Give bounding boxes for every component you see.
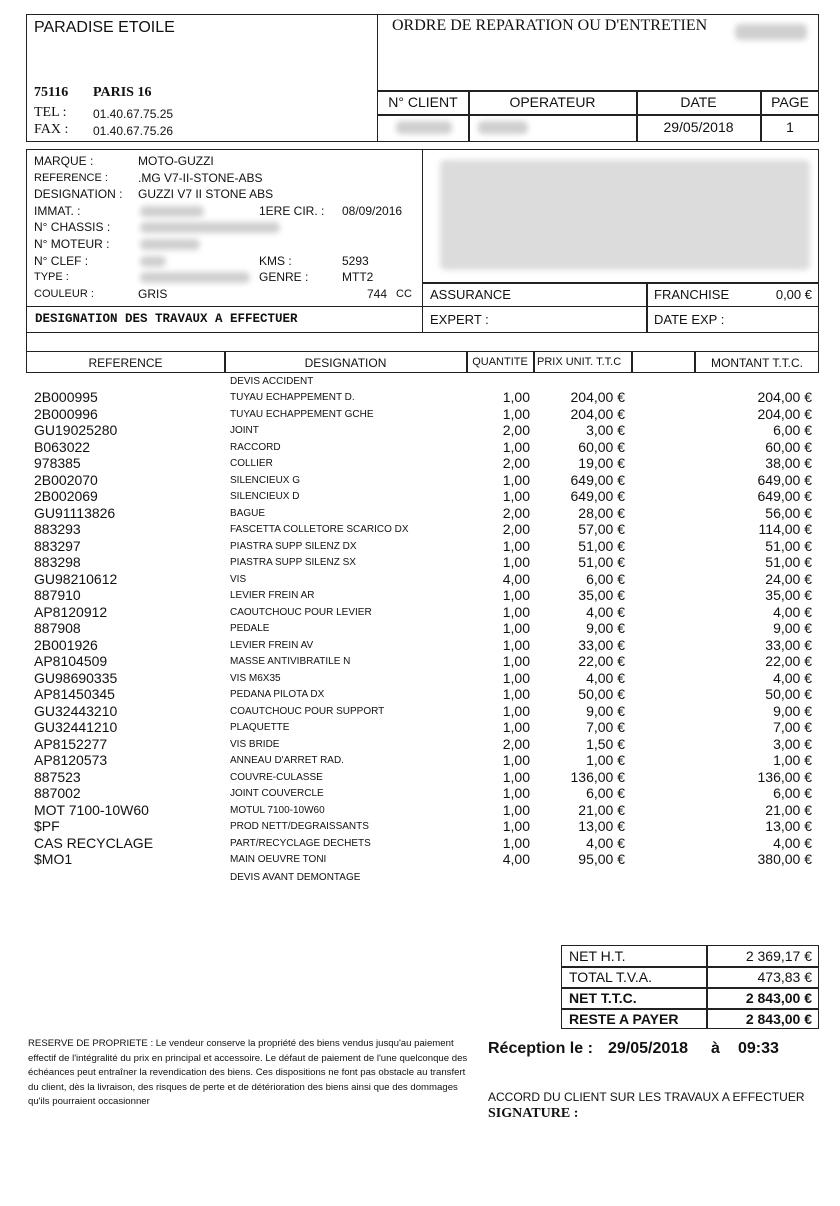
item-reference: AP8120912 <box>34 603 108 620</box>
item-quantity: 2,00 <box>502 422 530 438</box>
net-ht-label: NET H.T. <box>569 948 626 964</box>
table-row <box>0 818 840 835</box>
item-designation: CAOUTCHOUC POUR LEVIER <box>230 606 372 618</box>
col-designation: DESIGNATION <box>304 356 387 370</box>
item-amount: 7,00 € <box>773 719 812 735</box>
item-unit-price: 21,00 € <box>578 801 625 818</box>
operator-label: OPERATEUR <box>509 94 596 110</box>
table-row <box>0 406 840 423</box>
item-designation: COUVRE-CULASSE <box>230 771 323 783</box>
item-quantity: 1,00 <box>502 537 530 554</box>
item-unit-price: 50,00 € <box>578 686 625 702</box>
table-row <box>0 719 840 736</box>
item-amount: 6,00 € <box>773 785 812 801</box>
company-city: PARIS 16 <box>93 85 152 100</box>
expert-label: EXPERT : <box>430 312 489 327</box>
table-row <box>0 389 840 406</box>
table-row <box>0 439 840 456</box>
item-reference: 2B001926 <box>34 636 98 653</box>
item-designation: JOINT <box>230 425 259 436</box>
item-quantity: 1,00 <box>502 719 530 735</box>
chassis-redacted <box>140 222 280 233</box>
immat-label: IMMAT. : <box>34 204 81 218</box>
item-reference: 887002 <box>34 785 81 801</box>
marque-value: MOTO-GUZZI <box>138 154 214 168</box>
reste-label: RESTE A PAYER <box>569 1011 679 1027</box>
item-quantity: 1,00 <box>502 438 530 455</box>
reception-time: 09:33 <box>738 1040 779 1057</box>
item-unit-price: 60,00 € <box>578 438 625 455</box>
reception-date: 29/05/2018 <box>608 1040 689 1057</box>
item-reference: AP8152277 <box>34 735 108 752</box>
reception-label: Réception le : <box>488 1040 593 1057</box>
table-row <box>0 505 840 522</box>
date-value: 29/05/2018 <box>663 119 734 135</box>
item-designation: PROD NETT/DEGRAISSANTS <box>230 821 369 832</box>
fax-label: FAX : <box>34 122 69 137</box>
item-reference: 883298 <box>34 554 81 570</box>
table-row <box>0 670 840 687</box>
item-reference: 887908 <box>34 620 81 636</box>
date-exp-label: DATE EXP : <box>654 312 725 327</box>
item-quantity: 1,00 <box>502 554 530 570</box>
empty-band <box>26 332 819 352</box>
item-unit-price: 6,00 € <box>586 785 625 801</box>
col-quantite: QUANTITE <box>472 356 528 368</box>
page-value: 1 <box>786 119 794 135</box>
item-unit-price: 6,00 € <box>586 570 625 587</box>
first-circ-label: 1ERE CIR. : <box>259 204 325 218</box>
item-quantity: 1,00 <box>502 405 530 422</box>
immat-redacted <box>140 206 204 217</box>
accord-client: ACCORD DU CLIENT SUR LES TRAVAUX A EFFECTUER <box>488 1090 805 1104</box>
item-designation: LEVIER FREIN AV <box>230 639 314 651</box>
kms-label: KMS : <box>259 254 292 268</box>
col-montant: MONTANT T.T.C. <box>710 356 803 370</box>
item-quantity: 1,00 <box>502 818 530 834</box>
item-amount: 21,00 € <box>765 801 812 818</box>
type-redacted <box>140 272 250 283</box>
item-designation: JOINT COUVERCLE <box>230 788 324 799</box>
item-quantity: 1,00 <box>502 768 530 785</box>
doc-title: ORDRE DE REPARATION OU D'ENTRETIEN <box>392 17 708 34</box>
item-designation: PLAQUETTE <box>230 722 290 733</box>
item-quantity: 1,00 <box>502 620 530 636</box>
item-unit-price: 4,00 € <box>586 669 625 686</box>
note-bottom: DEVIS AVANT DEMONTAGE <box>230 872 361 883</box>
item-amount: 380,00 € <box>757 851 812 867</box>
works-title: DESIGNATION DES TRAVAUX A EFFECTUER <box>35 312 298 326</box>
item-unit-price: 35,00 € <box>578 587 625 603</box>
item-reference: 887523 <box>34 768 81 785</box>
item-unit-price: 4,00 € <box>586 834 625 851</box>
company-name: PARADISE ETOILE <box>34 19 175 36</box>
col-prix-unit: PRIX UNIT. T.T.C <box>537 356 622 368</box>
item-designation: PEDANA PILOTA DX <box>230 689 325 700</box>
item-reference: 2B002070 <box>34 471 98 488</box>
table-row <box>0 785 840 802</box>
client-number-label: N° CLIENT <box>388 94 458 110</box>
reference-value: .MG V7-II-STONE-ABS <box>138 171 263 185</box>
item-amount: 649,00 € <box>757 471 812 488</box>
item-unit-price: 649,00 € <box>570 488 625 504</box>
item-reference: 887910 <box>34 587 81 603</box>
item-amount: 35,00 € <box>765 587 812 603</box>
net-ht-value: 2 369,17 € <box>745 948 812 964</box>
cc-value: 744 <box>367 287 388 301</box>
item-reference: GU19025280 <box>34 422 118 438</box>
genre-value: MTT2 <box>342 270 374 284</box>
item-unit-price: 51,00 € <box>578 554 625 570</box>
item-reference: CAS RECYCLAGE <box>34 834 154 851</box>
table-row <box>0 521 840 538</box>
item-quantity: 1,00 <box>502 389 530 405</box>
item-unit-price: 7,00 € <box>586 719 625 735</box>
note-top: DEVIS ACCIDENT <box>230 376 314 387</box>
item-amount: 4,00 € <box>773 603 812 620</box>
item-reference: $PF <box>34 818 60 834</box>
table-row <box>0 455 840 472</box>
order-number-redacted <box>735 24 807 40</box>
fax-value: 01.40.67.75.26 <box>93 124 174 138</box>
table-row <box>0 703 840 720</box>
tva-value: 473,83 € <box>757 969 812 985</box>
client-address-redacted <box>440 160 810 270</box>
item-unit-price: 28,00 € <box>578 504 625 521</box>
item-quantity: 2,00 <box>502 504 530 521</box>
item-reference: GU98690335 <box>34 669 118 686</box>
date-label: DATE <box>680 94 717 110</box>
item-reference: GU32441210 <box>34 719 118 735</box>
item-quantity: 1,00 <box>502 686 530 702</box>
table-row <box>0 554 840 571</box>
item-quantity: 1,00 <box>502 785 530 801</box>
item-amount: 4,00 € <box>773 834 812 851</box>
table-row <box>0 769 840 786</box>
table-row <box>0 851 840 868</box>
net-ttc-label: NET T.T.C. <box>569 990 637 1006</box>
item-designation: VIS <box>230 573 247 585</box>
item-quantity: 1,00 <box>502 471 530 488</box>
item-quantity: 1,00 <box>502 834 530 851</box>
item-reference: 2B002069 <box>34 488 98 504</box>
item-designation: COLLIER <box>230 458 273 469</box>
item-amount: 204,00 € <box>757 389 812 405</box>
item-quantity: 4,00 <box>502 570 530 587</box>
item-quantity: 1,00 <box>502 488 530 504</box>
items-list <box>0 389 840 869</box>
item-quantity: 2,00 <box>502 735 530 752</box>
table-row <box>0 571 840 588</box>
item-amount: 60,00 € <box>765 438 812 455</box>
couleur-value: GRIS <box>138 287 168 301</box>
item-amount: 4,00 € <box>773 669 812 686</box>
item-quantity: 4,00 <box>502 851 530 867</box>
table-row <box>0 802 840 819</box>
item-amount: 38,00 € <box>765 455 812 471</box>
item-reference: AP81450345 <box>34 686 115 702</box>
item-designation: BAGUE <box>230 507 266 519</box>
item-reference: 2B000996 <box>34 405 98 422</box>
item-designation: RACCORD <box>230 441 281 453</box>
item-unit-price: 9,00 € <box>586 702 625 719</box>
table-row <box>0 835 840 852</box>
table-row <box>0 620 840 637</box>
item-unit-price: 19,00 € <box>578 455 625 471</box>
clef-redacted <box>140 256 166 267</box>
kms-value: 5293 <box>342 254 369 268</box>
item-unit-price: 204,00 € <box>570 405 625 422</box>
item-amount: 1,00 € <box>773 752 812 768</box>
item-amount: 13,00 € <box>765 818 812 834</box>
item-designation: FASCETTA COLLETORE SCARICO DX <box>230 524 409 535</box>
table-row <box>0 472 840 489</box>
item-unit-price: 1,50 € <box>586 735 625 752</box>
col-reference: REFERENCE <box>88 356 163 370</box>
item-unit-price: 95,00 € <box>578 851 625 867</box>
item-designation: ANNEAU D'ARRET RAD. <box>230 755 344 766</box>
item-quantity: 1,00 <box>502 587 530 603</box>
item-amount: 3,00 € <box>773 735 812 752</box>
franchise-label: FRANCHISE <box>654 287 730 302</box>
item-reference: 978385 <box>34 455 81 471</box>
moteur-redacted <box>140 239 200 250</box>
item-amount: 204,00 € <box>757 405 812 422</box>
item-quantity: 1,00 <box>502 653 530 669</box>
designation-value: GUZZI V7 II STONE ABS <box>138 187 274 201</box>
item-designation: SILENCIEUX D <box>230 491 300 502</box>
company-postal-code: 75116 <box>34 85 69 100</box>
first-circ-value: 08/09/2016 <box>342 204 403 218</box>
reserve-propriete: RESERVE DE PROPRIETE : Le vendeur conserve la propriété des biens vendus jusqu'au paiement effectif de l'intégralité du prix en principal et accessoire. Le défaut de paiement de l'une quelconque des échéances peut entraîner la revendication des biens. Ces dispositions ne font pas obstacle au transfert du client, dès la livraison, des risques de perte et de détérioration des biens ainsi que des dommages qu'ils pourraient occasionner <box>28 1038 468 1107</box>
item-quantity: 2,00 <box>502 455 530 471</box>
page-label: PAGE <box>771 94 809 110</box>
item-amount: 9,00 € <box>773 620 812 636</box>
item-quantity: 1,00 <box>502 636 530 653</box>
table-row <box>0 752 840 769</box>
item-designation: PART/RECYCLAGE DECHETS <box>230 837 371 849</box>
item-unit-price: 649,00 € <box>570 471 625 488</box>
assurance-label: ASSURANCE <box>430 287 511 302</box>
table-row <box>0 422 840 439</box>
item-reference: AP8104509 <box>34 653 108 669</box>
tel-value: 01.40.67.75.25 <box>93 107 174 121</box>
genre-label: GENRE : <box>259 270 309 284</box>
item-unit-price: 4,00 € <box>586 603 625 620</box>
item-amount: 51,00 € <box>765 554 812 570</box>
item-amount: 51,00 € <box>765 537 812 554</box>
franchise-value: 0,00 € <box>775 287 812 302</box>
chassis-label: N° CHASSIS : <box>34 220 111 234</box>
table-row <box>0 653 840 670</box>
item-reference: 883293 <box>34 521 81 537</box>
tva-label: TOTAL T.V.A. <box>569 969 653 985</box>
item-unit-price: 136,00 € <box>570 768 625 785</box>
item-designation: TUYAU ECHAPPEMENT D. <box>230 392 355 403</box>
item-reference: $MO1 <box>34 851 73 867</box>
table-row <box>0 604 840 621</box>
cc-unit: CC <box>396 288 412 300</box>
item-designation: MAIN OEUVRE TONI <box>230 854 327 865</box>
item-designation: SILENCIEUX G <box>230 474 301 486</box>
item-quantity: 1,00 <box>502 702 530 719</box>
item-designation: TUYAU ECHAPPEMENT GCHE <box>230 408 374 420</box>
item-quantity: 1,00 <box>502 603 530 620</box>
reste-value: 2 843,00 € <box>745 1011 812 1027</box>
item-designation: COAUTCHOUC POUR SUPPORT <box>230 705 385 717</box>
net-ttc-value: 2 843,00 € <box>745 990 812 1006</box>
tel-label: TEL : <box>34 105 67 120</box>
item-unit-price: 33,00 € <box>578 636 625 653</box>
item-amount: 9,00 € <box>773 702 812 719</box>
moteur-label: N° MOTEUR : <box>34 237 110 251</box>
table-row <box>0 488 840 505</box>
item-designation: LEVIER FREIN AR <box>230 590 315 601</box>
table-row <box>0 538 840 555</box>
item-amount: 114,00 € <box>758 521 812 537</box>
item-unit-price: 51,00 € <box>578 537 625 554</box>
item-designation: MOTUL 7100-10W60 <box>230 804 325 816</box>
item-designation: VIS M6X35 <box>230 672 281 684</box>
type-label: TYPE : <box>34 271 69 283</box>
item-unit-price: 13,00 € <box>578 818 625 834</box>
operator-redacted <box>478 121 528 134</box>
item-amount: 22,00 € <box>765 653 812 669</box>
item-unit-price: 9,00 € <box>586 620 625 636</box>
clef-label: N° CLEF : <box>34 254 89 268</box>
item-quantity: 2,00 <box>502 521 530 537</box>
item-unit-price: 204,00 € <box>570 389 625 405</box>
item-reference: AP8120573 <box>34 752 108 768</box>
item-amount: 50,00 € <box>765 686 812 702</box>
client-number-redacted <box>396 121 452 134</box>
table-row <box>0 736 840 753</box>
item-designation: VIS BRIDE <box>230 738 280 750</box>
table-row <box>0 686 840 703</box>
table-row <box>0 587 840 604</box>
couleur-label: COULEUR : <box>34 288 94 300</box>
item-designation: PEDALE <box>230 623 270 634</box>
item-designation: PIASTRA SUPP SILENZ DX <box>230 540 357 552</box>
item-reference: B063022 <box>34 438 91 455</box>
item-reference: GU91113826 <box>34 504 116 521</box>
reference-label: REFERENCE : <box>34 172 108 184</box>
item-quantity: 1,00 <box>502 801 530 818</box>
item-quantity: 1,00 <box>502 669 530 686</box>
item-unit-price: 1,00 € <box>586 752 625 768</box>
item-reference: 2B000995 <box>34 389 98 405</box>
signature-label: SIGNATURE : <box>488 1106 579 1121</box>
item-unit-price: 57,00 € <box>578 521 625 537</box>
item-reference: GU98210612 <box>34 570 118 587</box>
marque-label: MARQUE : <box>34 154 94 168</box>
item-unit-price: 3,00 € <box>586 422 625 438</box>
item-reference: 883297 <box>34 537 81 554</box>
item-unit-price: 22,00 € <box>578 653 625 669</box>
table-row <box>0 637 840 654</box>
item-amount: 649,00 € <box>757 488 812 504</box>
item-amount: 56,00 € <box>765 504 812 521</box>
item-reference: GU32443210 <box>34 702 118 719</box>
reception-at: à <box>711 1040 720 1057</box>
item-amount: 24,00 € <box>765 570 812 587</box>
designation-label: DESIGNATION : <box>34 187 123 201</box>
item-designation: PIASTRA SUPP SILENZ SX <box>230 557 356 568</box>
item-amount: 6,00 € <box>773 422 812 438</box>
item-amount: 136,00 € <box>757 768 812 785</box>
item-amount: 33,00 € <box>765 636 812 653</box>
item-quantity: 1,00 <box>502 752 530 768</box>
item-reference: MOT 7100-10W60 <box>34 801 149 818</box>
item-designation: MASSE ANTIVIBRATILE N <box>230 656 351 667</box>
